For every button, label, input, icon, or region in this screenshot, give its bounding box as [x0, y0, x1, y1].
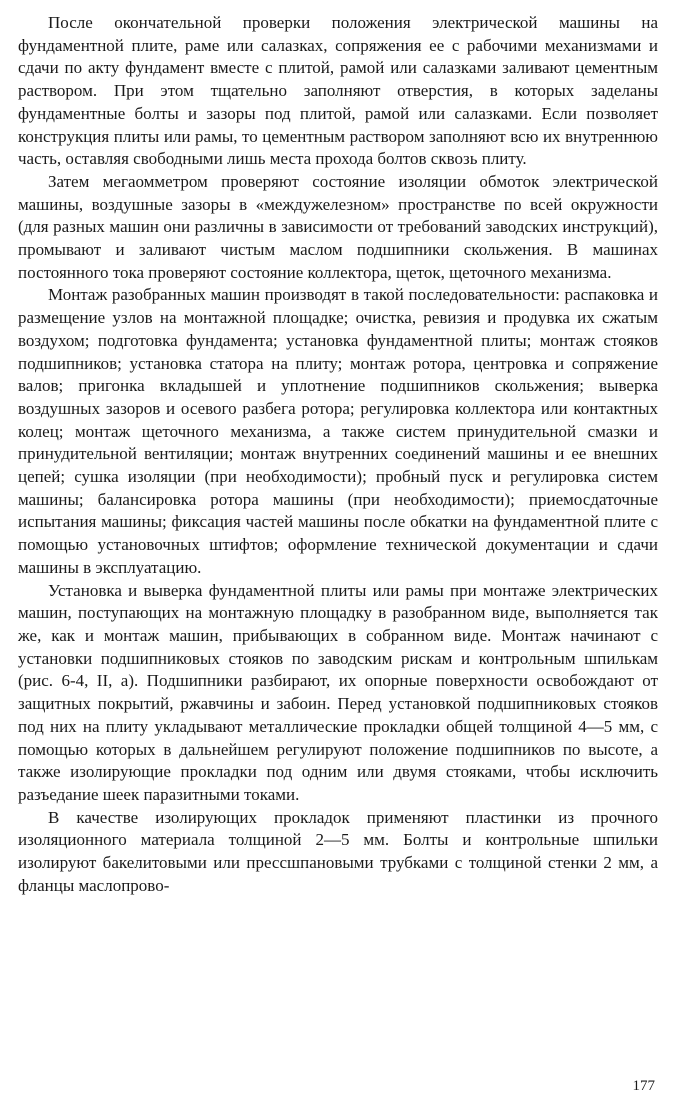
page-number: 177: [632, 1078, 655, 1094]
paragraph-3: Монтаж разобранных машин производят в такой последовательности: распаковка и размещение узлов на монтажной площадке; очистка, ревизия и продувка их сжатым воздухом; подготовка фундамента; установка фундаментной плиты; монтаж стояков подшипников; установка статора на плиту; монтаж ротора, центровка и сопряжение валов; пригонка вкладышей и уплотнение подшипников скольжения; выверка воздушных зазоров и осевого разбега ротора; регулировка коллектора или контактных колец; монтаж щеточного механизма, а также систем принудительной смазки и принудительной вентиляции; монтаж внутренних соединений машины и ее внешних цепей; сушка изоляции (при необходимости); пробный пуск и регулировка систем машины; балансировка ротора машины (при необходимости); приемосдаточные испытания машины; фиксация частей машины после обкатки на фундаментной плите с помощью установочных штифтов; оформление технической документации и сдачи машины в эксплуатацию.: [18, 285, 658, 577]
paragraph-5: В качестве изолирующих прокладок применяют пластинки из прочного изоляционного материала толщиной 2—5 мм. Болты и контрольные шпильки изолируют бакелитовыми или прессшпановыми трубками с толщиной стенки 2 мм, а фланцы маслопрово-: [18, 807, 658, 895]
paragraph-4: Установка и выверка фундаментной плиты или рамы при монтаже электрических машин, поступающих на монтажную площадку в разобранном виде, выполняется так же, как и монтаж машин, прибывающих в собранном виде. Монтаж начинают с установки подшипниковых стояков по заводским рискам и контрольным шпилькам (рис. 6-4, II, а). Подшипники разбирают, их опорные поверхности освобождают от защитных покрытий, ржавчины и забоин. Перед установкой подшипниковых стояков под них на плиту укладывают металлические прокладки общей толщиной 4—5 мм, с помощью которых в дальнейшем регулируют положение подшипников по высоте, а также изолирующие прокладки под одним или двумя стояками, чтобы исключить разъедание шеек паразитными токами.: [18, 580, 658, 804]
body-text: [18, 12, 658, 897]
paragraph-1: После окончательной проверки положения электрической машины на фундаментной плите, раме или салазках, сопряжения ее с рабочими механизмами и сдачи по акту фундамент вместе с плитой, рамой или салазками заливают цементным раствором. При этом тщательно заполняют отверстия, в которых заделаны фундаментные болты и зазоры под плитой, рамой или салазками. Если позволяет конструкция плиты или рамы, то цементным раствором заполняют всю их внутреннюю часть, оставляя свободными лишь места прохода болтов сквозь плиту.: [18, 13, 658, 169]
paragraph-2: Затем мегаомметром проверяют состояние изоляции обмоток электрической машины, воздушные зазоры в «междужелезном» пространстве по всей окружности (для разных машин они различны в зависимости от требований заводских инструкций), промывают и заливают чистым маслом подшипники скольжения. В машинах постоянного тока проверяют состояние коллектора, щеток, щеточного механизма.: [18, 171, 658, 282]
